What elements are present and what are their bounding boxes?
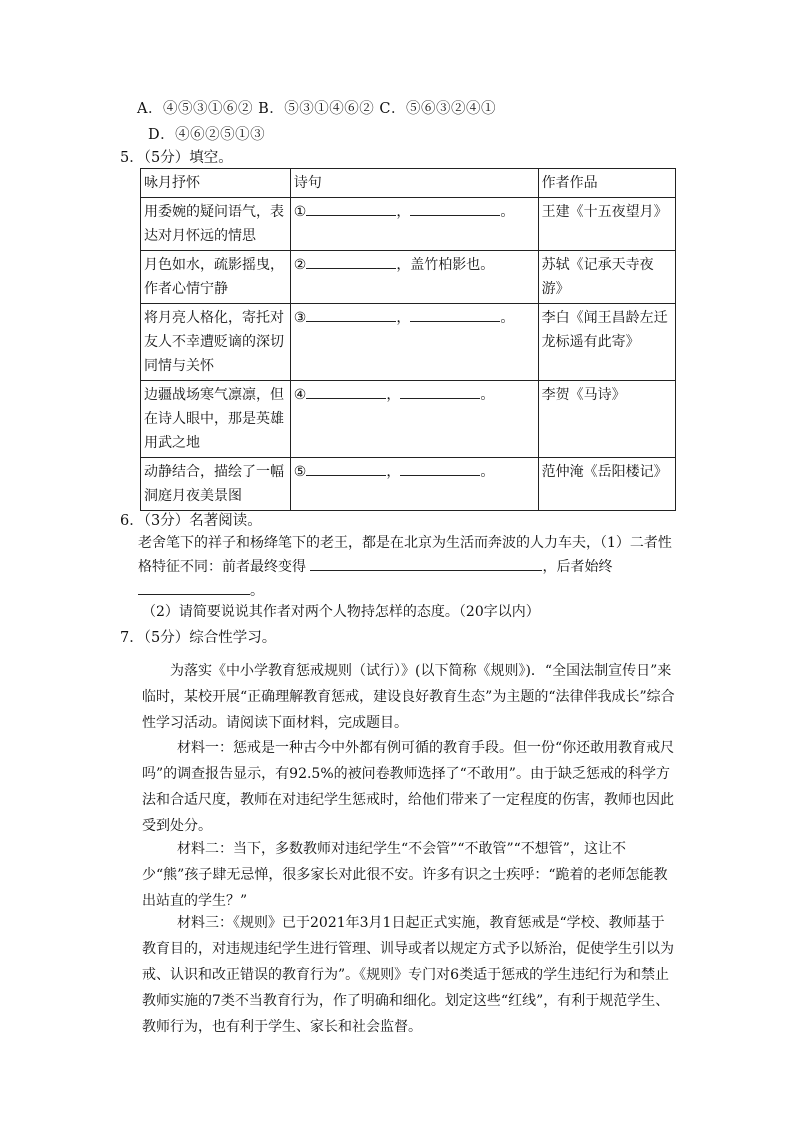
row-work: 李白《闻王昌龄左迁龙标遥有此寄》 bbox=[538, 304, 675, 381]
answer-blank[interactable] bbox=[410, 201, 500, 216]
row-verse bbox=[290, 381, 538, 458]
q6-text-a: 老舍笔下的祥子和杨绛笔下的老王，都是在北京为生活而奔波的人力车夫，（1）二者性格特征不同：前者最终变得 bbox=[138, 535, 672, 575]
question-7-title: 7．（5分）综合性学习。 bbox=[120, 630, 277, 646]
answer-blank[interactable] bbox=[138, 580, 250, 595]
answer-blank[interactable] bbox=[306, 254, 396, 269]
row-verse bbox=[290, 251, 538, 304]
answer-blank[interactable] bbox=[400, 384, 480, 399]
options-line-1: A．④⑤③①⑥② B．⑤③①④⑥② C．⑤⑥③②④① bbox=[137, 101, 496, 117]
item-number: ④ bbox=[293, 387, 307, 403]
answer-blank[interactable] bbox=[306, 201, 396, 216]
item-number: ⑤ bbox=[293, 464, 307, 480]
row-work: 范仲淹《岳阳楼记》 bbox=[538, 458, 675, 511]
row-theme: 边疆战场寒气凛凛，但在诗人眼中，那是英雄用武之地 bbox=[141, 381, 291, 458]
verse-end: 。 bbox=[480, 464, 495, 480]
item-number: ① bbox=[293, 204, 307, 220]
q7-material-3: 材料三：《规则》已于2021年3月1日起正式实施，教育惩戒是“学校、教师基于教育目的，对违规违纪学生进行管理、训导或者以规定方式予以矫治，促使学生引以为戒、认识和改正错误的教育行为”。《规则》专门对6类适于惩戒的学生违纪行为和禁止教师实施的7类不当教育行为，作了明确和细化。划定这些“红线”，有利于规范学生、教师行为，也有利于学生、家长和社会监督。 bbox=[142, 915, 674, 1035]
header-theme: 咏月抒怀 bbox=[141, 169, 291, 198]
q6-text-c: 。 bbox=[250, 583, 264, 599]
comma: ， bbox=[396, 310, 411, 326]
question-6-title: 6．（3分）名著阅读。 bbox=[120, 513, 262, 529]
row-theme: 月色如水，疏影摇曳，作者心情宁静 bbox=[141, 251, 291, 304]
row-theme: 将月亮人格化，寄托对友人不幸遭贬谪的深切同情与关怀 bbox=[141, 304, 291, 381]
row-work: 李贺《马诗》 bbox=[538, 381, 675, 458]
answer-blank[interactable] bbox=[410, 307, 500, 322]
answer-blank[interactable] bbox=[306, 307, 396, 322]
table-row bbox=[141, 198, 676, 251]
comma: ， bbox=[386, 387, 401, 403]
table-row bbox=[141, 381, 676, 458]
verse-end: 。 bbox=[480, 387, 495, 403]
row-verse bbox=[290, 198, 538, 251]
q7-material-1: 材料一：惩戒是一种古今中外都有例可循的教育手段。但一份“你还敢用教育戒尺吗”的调查报告显示，有92.5%的被问卷教师选择了“不敢用”。由于缺乏惩戒的科学方法和合适尺度，教师在对违纪学生惩戒时，给他们带来了一定程度的伤害，教师也因此受到处分。 bbox=[142, 740, 675, 834]
options-line-2: D．④⑥②⑤①③ bbox=[148, 127, 266, 143]
row-theme: 用委婉的疑问语气，表达对月怀远的情思 bbox=[141, 198, 291, 251]
answer-blank[interactable] bbox=[310, 556, 542, 571]
comma: ， bbox=[386, 464, 401, 480]
header-work: 作者作品 bbox=[538, 169, 675, 198]
row-theme: 动静结合，描绘了一幅洞庭月夜美景图 bbox=[141, 458, 291, 511]
q7-intro: 为落实《中小学教育惩戒规则（试行）》(以下简称《规则》)．“全国法制宣传日”来临时，某校开展“正确理解教育惩戒，建设良好教育生态”为主题的“法律伴我成长”综合性学习活动。请阅读下面材料，完成题目。 bbox=[142, 663, 675, 731]
question-6-sub2: （2）请简要说说其作者对两个人物持怎样的态度。（20字以内） bbox=[142, 604, 540, 620]
row-verse bbox=[290, 458, 538, 511]
table-row bbox=[141, 251, 676, 304]
header-verse: 诗句 bbox=[290, 169, 538, 198]
q7-material-2: 材料二：当下，多数教师对违纪学生“不会管”“不敢管”“不想管”，这让不少“熊”孩子肆无忌惮，很多家长对此很不安。许多有识之士疾呼：“跪着的老师怎能教出站直的学生？” bbox=[142, 841, 668, 909]
row-verse bbox=[290, 304, 538, 381]
table-row bbox=[141, 458, 676, 511]
item-number: ② bbox=[293, 257, 307, 273]
answer-blank[interactable] bbox=[306, 384, 386, 399]
item-number: ③ bbox=[293, 310, 307, 326]
row-work: 苏轼《记承天寺夜游》 bbox=[538, 251, 675, 304]
question-6-paragraph bbox=[138, 531, 676, 603]
comma: ， bbox=[396, 204, 411, 220]
verse-end: 。 bbox=[500, 204, 515, 220]
table-row bbox=[141, 304, 676, 381]
poem-table bbox=[140, 168, 676, 511]
row-work: 王建《十五夜望月》 bbox=[538, 198, 675, 251]
answer-blank[interactable] bbox=[400, 461, 480, 476]
answer-blank[interactable] bbox=[306, 461, 386, 476]
q6-text-b: ，后者始终 bbox=[542, 559, 613, 575]
table-header-row bbox=[141, 169, 676, 198]
question-5-title: 5．（5分）填空。 bbox=[120, 150, 233, 166]
verse-end: 。 bbox=[500, 310, 515, 326]
verse-end: ，盖竹柏影也。 bbox=[396, 257, 495, 273]
